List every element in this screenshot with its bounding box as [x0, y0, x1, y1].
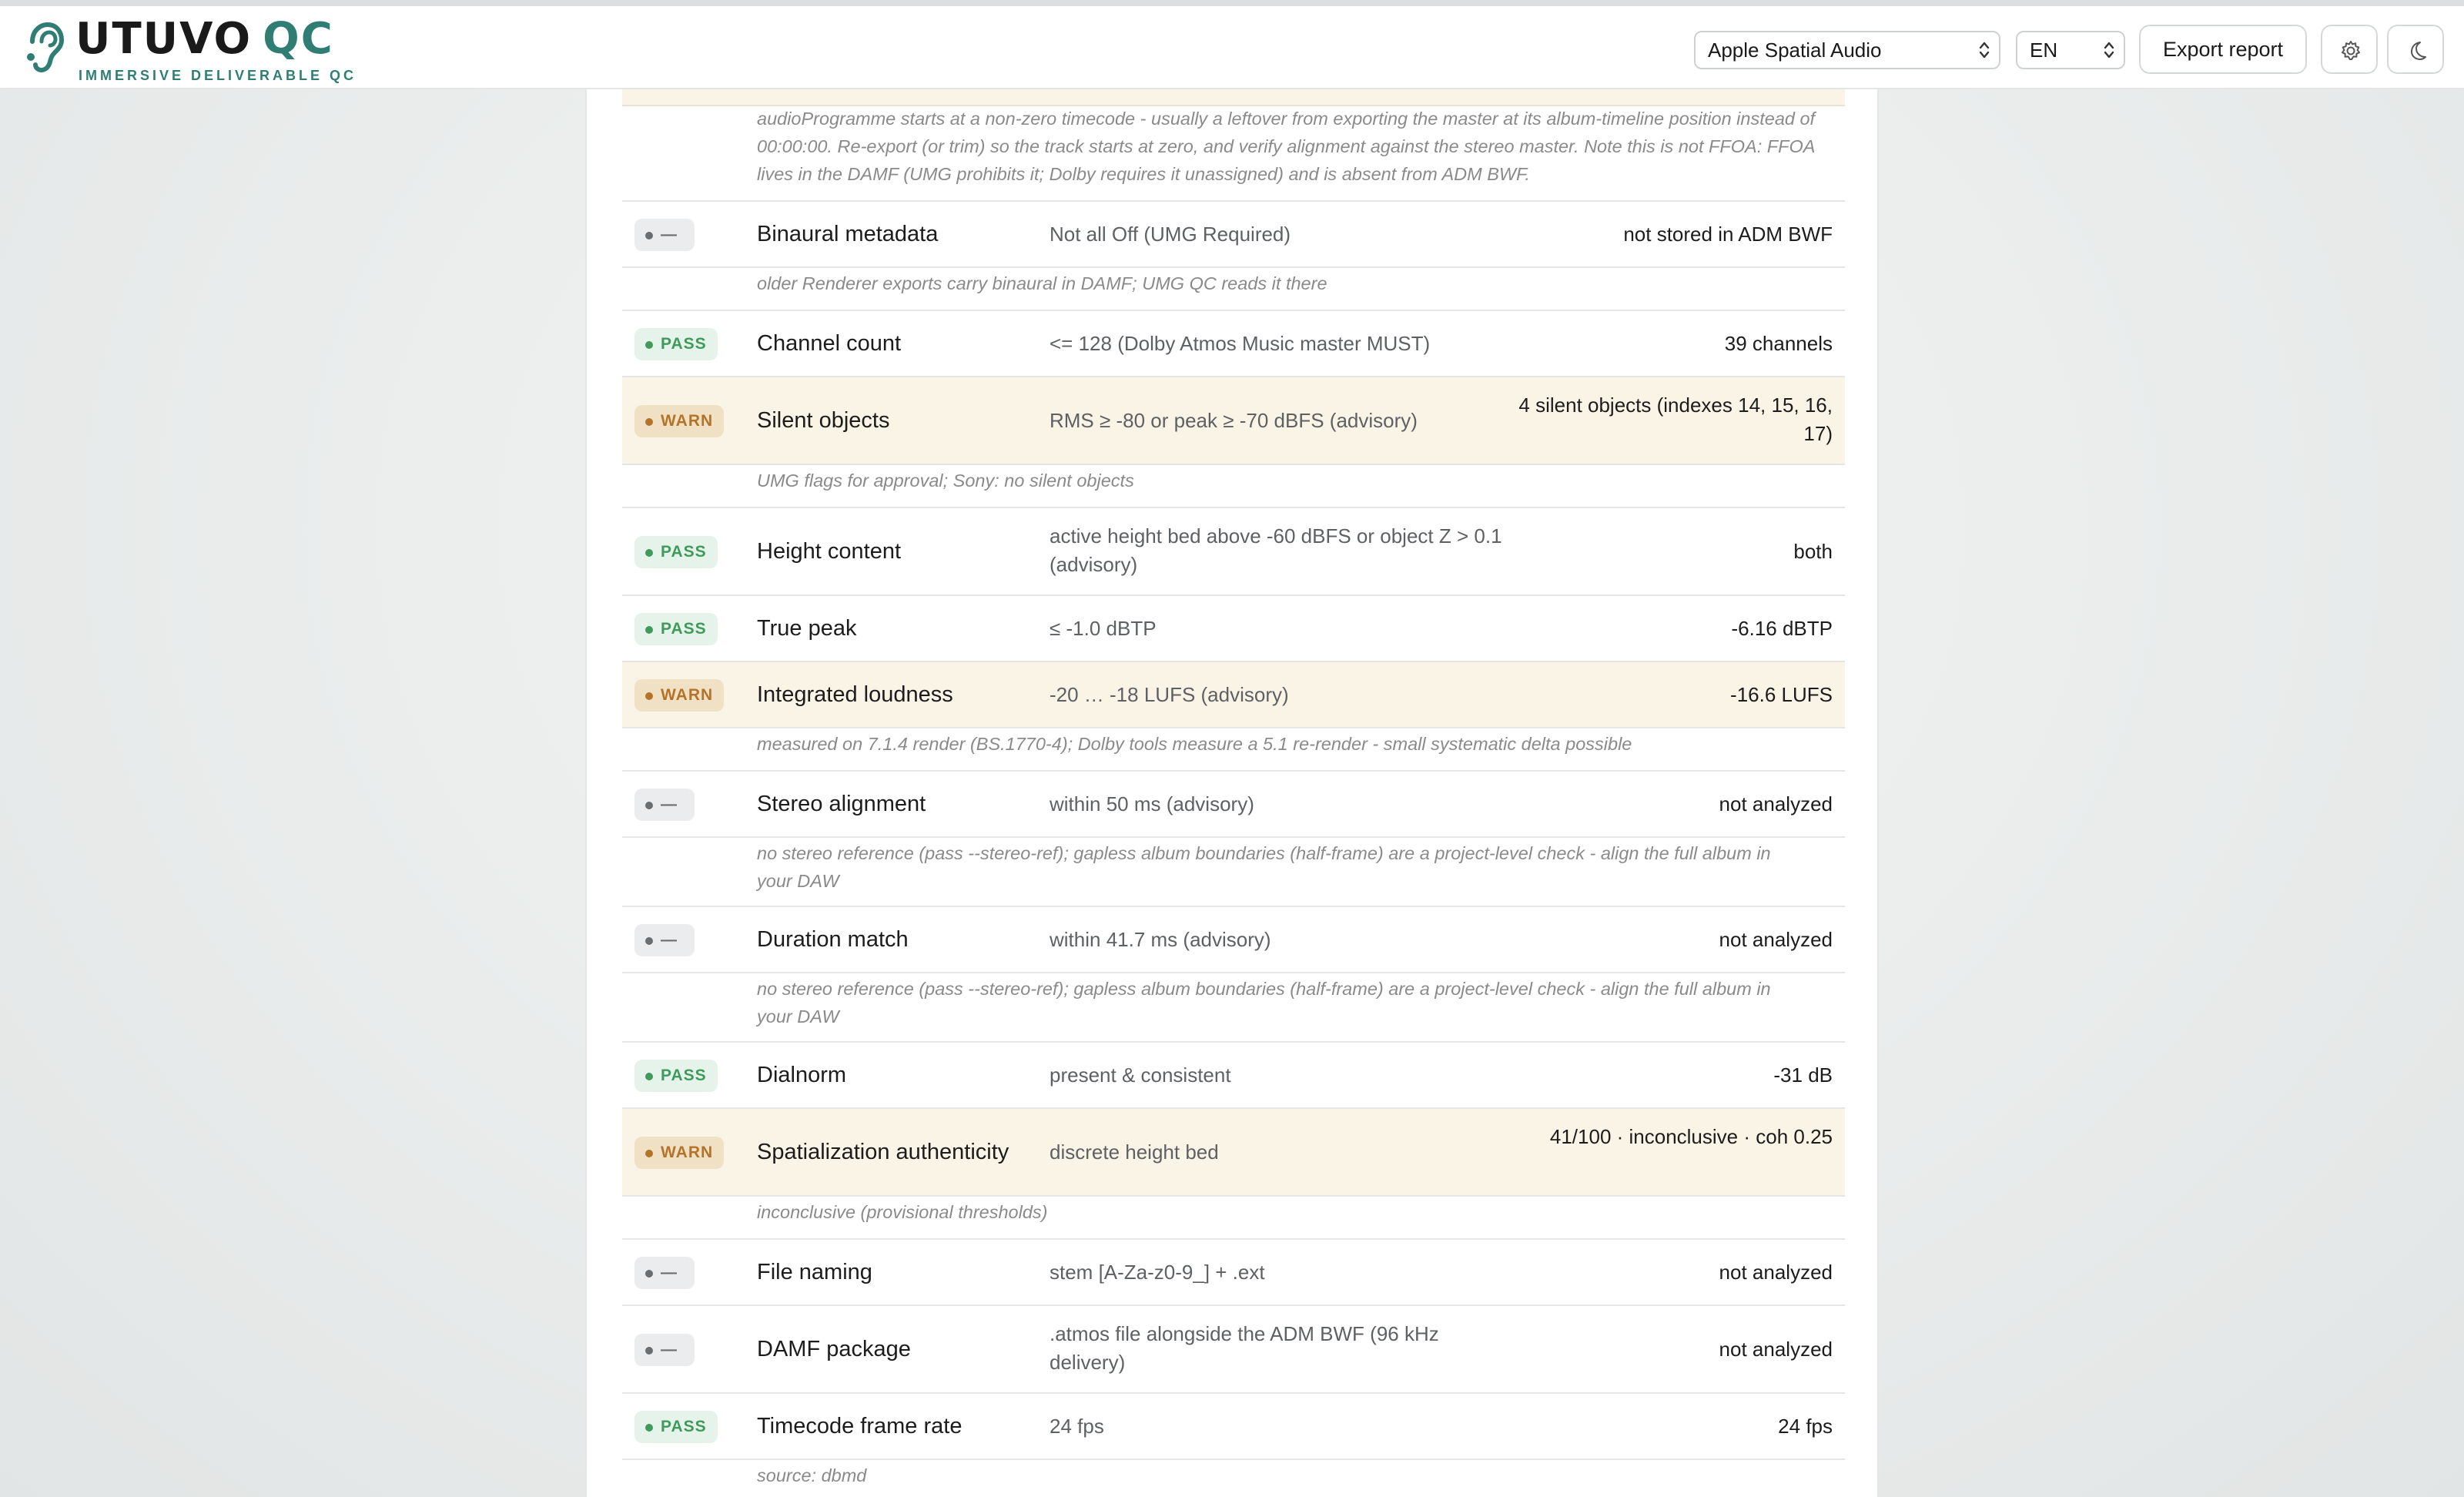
check-name: Duration match — [757, 927, 909, 952]
check-row — [622, 508, 1845, 596]
check-row — [622, 596, 1845, 662]
brand-tagline: IMMERSIVE DELIVERABLE QC — [79, 68, 357, 83]
check-name: Silent objects — [757, 408, 890, 433]
check-result: not analyzed — [1719, 928, 1833, 951]
check-result: not analyzed — [1719, 1338, 1833, 1361]
check-row — [622, 1043, 1845, 1109]
check-row — [622, 1306, 1845, 1394]
check-criterion: Not all Off (UMG Required) — [1050, 223, 1291, 246]
check-result: 41/100 · inconclusive · coh 0.25 — [1549, 1125, 1833, 1148]
check-result: -31 dB — [1773, 1063, 1833, 1087]
status-badge — [634, 405, 724, 437]
check-note: source: dbmd — [757, 1465, 867, 1485]
status-label: — — [661, 1264, 678, 1281]
status-label: PASS — [661, 543, 707, 561]
status-label: PASS — [661, 1067, 707, 1084]
check-result: 24 fps — [1778, 1415, 1833, 1438]
check-note: no stereo reference (pass --stereo-ref); gapless album boundaries (half-frame) are a project-level check - align the full album in your DAW — [757, 979, 1771, 1026]
check-criterion: discrete height bed — [1050, 1140, 1219, 1164]
delivery-profile-select[interactable] — [1694, 31, 2000, 69]
check-row — [622, 1109, 1845, 1197]
status-badge — [634, 679, 724, 712]
check-criterion: within 41.7 ms (advisory) — [1050, 928, 1271, 951]
check-result: not analyzed — [1719, 792, 1833, 815]
brand-accent: QC — [263, 14, 334, 64]
check-criterion: <= 128 (Dolby Atmos Music master MUST) — [1050, 332, 1431, 355]
check-note: measured on 7.1.4 render (BS.1770-4); Dolby tools measure a 5.1 re-render - small systematic delta possible — [757, 734, 1632, 754]
check-criterion: within 50 ms (advisory) — [1050, 792, 1254, 815]
status-badge — [634, 328, 718, 360]
status-badge — [634, 924, 695, 956]
status-badge — [634, 1411, 718, 1443]
status-label: — — [661, 795, 678, 813]
check-name: File naming — [757, 1260, 872, 1284]
check-name: Height content — [757, 539, 902, 564]
check-criterion: ≤ -1.0 dBTP — [1050, 617, 1157, 640]
qc-results-panel — [585, 88, 1879, 1497]
check-result: not stored in ADM BWF — [1623, 223, 1833, 246]
theme-toggle-button[interactable] — [2387, 25, 2444, 74]
language-select[interactable] — [2016, 31, 2125, 69]
ear-logo-icon — [22, 20, 65, 75]
status-label: — — [661, 1341, 678, 1358]
check-name: Integrated loudness — [757, 682, 953, 707]
check-name: True peak — [757, 616, 857, 641]
check-criterion: 24 fps — [1050, 1415, 1104, 1438]
brand-logo — [75, 12, 334, 66]
check-name: Spatialization authenticity — [757, 1140, 1009, 1164]
check-row — [622, 772, 1845, 838]
check-row — [622, 311, 1845, 377]
status-badge — [634, 1060, 718, 1092]
language-value: EN — [2030, 39, 2058, 62]
check-note: inconclusive (provisional thresholds) — [757, 1202, 1048, 1222]
check-note: audioProgramme starts at a non-zero timecode - usually a leftover from exporting the master at its album-timeline position instead of 00:00:00. Re-export (or trim) so the track starts at zero, and verify alignment against the stereo master. Note this is not FFOA: FFOA lives in the DAMF (UMG prohibits it; Dolby requires it unassigned) and is absent from ADM BWF. — [757, 109, 1816, 184]
check-row — [622, 662, 1845, 728]
status-label: — — [661, 931, 678, 949]
check-criterion: stem [A-Za-z0-9_] + .ext — [1050, 1261, 1265, 1284]
status-badge — [634, 219, 695, 251]
check-result: -16.6 LUFS — [1730, 683, 1833, 706]
check-result: both — [1793, 540, 1833, 563]
status-label: WARN — [661, 686, 714, 704]
check-note: UMG flags for approval; Sony: no silent objects — [757, 471, 1134, 491]
window-top-edge — [0, 0, 2464, 6]
status-badge — [634, 1257, 695, 1289]
check-row — [622, 377, 1845, 465]
check-row — [622, 1394, 1845, 1460]
check-result: not analyzed — [1719, 1261, 1833, 1284]
check-row — [622, 202, 1845, 268]
check-name: Binaural metadata — [757, 222, 939, 246]
check-result: -6.16 dBTP — [1731, 617, 1833, 640]
app-header — [0, 6, 2464, 89]
status-badge — [634, 1334, 695, 1366]
status-badge — [634, 789, 695, 821]
check-row — [622, 1240, 1845, 1306]
check-name: Channel count — [757, 331, 902, 356]
gear-icon — [2339, 39, 2362, 62]
status-label: PASS — [661, 620, 707, 638]
check-name: Stereo alignment — [757, 792, 926, 816]
status-badge — [634, 536, 718, 568]
check-criterion: -20 … -18 LUFS (advisory) — [1050, 683, 1289, 706]
previous-row-tail — [622, 88, 1845, 106]
check-name: Timecode frame rate — [757, 1414, 962, 1438]
status-badge — [634, 613, 718, 645]
check-criterion: active height bed above -60 dBFS or object Z > 0.1 (advisory) — [1050, 524, 1502, 576]
status-label: PASS — [661, 1418, 707, 1435]
select-chevron-icon — [1979, 41, 1990, 59]
check-result: 4 silent objects (indexes 14, 15, 16, 17) — [1518, 394, 1833, 445]
brand-name: UTUVO — [75, 14, 253, 64]
status-label: WARN — [661, 412, 714, 430]
settings-button[interactable] — [2321, 25, 2378, 74]
check-name: DAMF package — [757, 1337, 911, 1361]
check-row — [622, 907, 1845, 973]
check-note: no stereo reference (pass --stereo-ref); gapless album boundaries (half-frame) are a project-level check - align the full album in your DAW — [757, 843, 1771, 891]
delivery-profile-value: Apple Spatial Audio — [1708, 39, 1882, 62]
status-label: WARN — [661, 1144, 714, 1161]
export-report-button[interactable]: Export report — [2139, 25, 2307, 74]
check-criterion: .atmos file alongside the ADM BWF (96 kHz delivery) — [1050, 1322, 1439, 1374]
check-name: Dialnorm — [757, 1063, 847, 1087]
check-criterion: RMS ≥ -80 or peak ≥ -70 dBFS (advisory) — [1050, 409, 1418, 432]
select-chevron-icon — [2104, 41, 2114, 59]
check-note: older Renderer exports carry binaural in DAMF; UMG QC reads it there — [757, 273, 1327, 293]
status-badge — [634, 1137, 724, 1169]
status-label: — — [661, 226, 678, 243]
check-criterion: present & consistent — [1050, 1063, 1231, 1087]
check-result: 39 channels — [1724, 332, 1833, 355]
status-label: PASS — [661, 335, 707, 353]
moon-icon — [2405, 39, 2429, 62]
